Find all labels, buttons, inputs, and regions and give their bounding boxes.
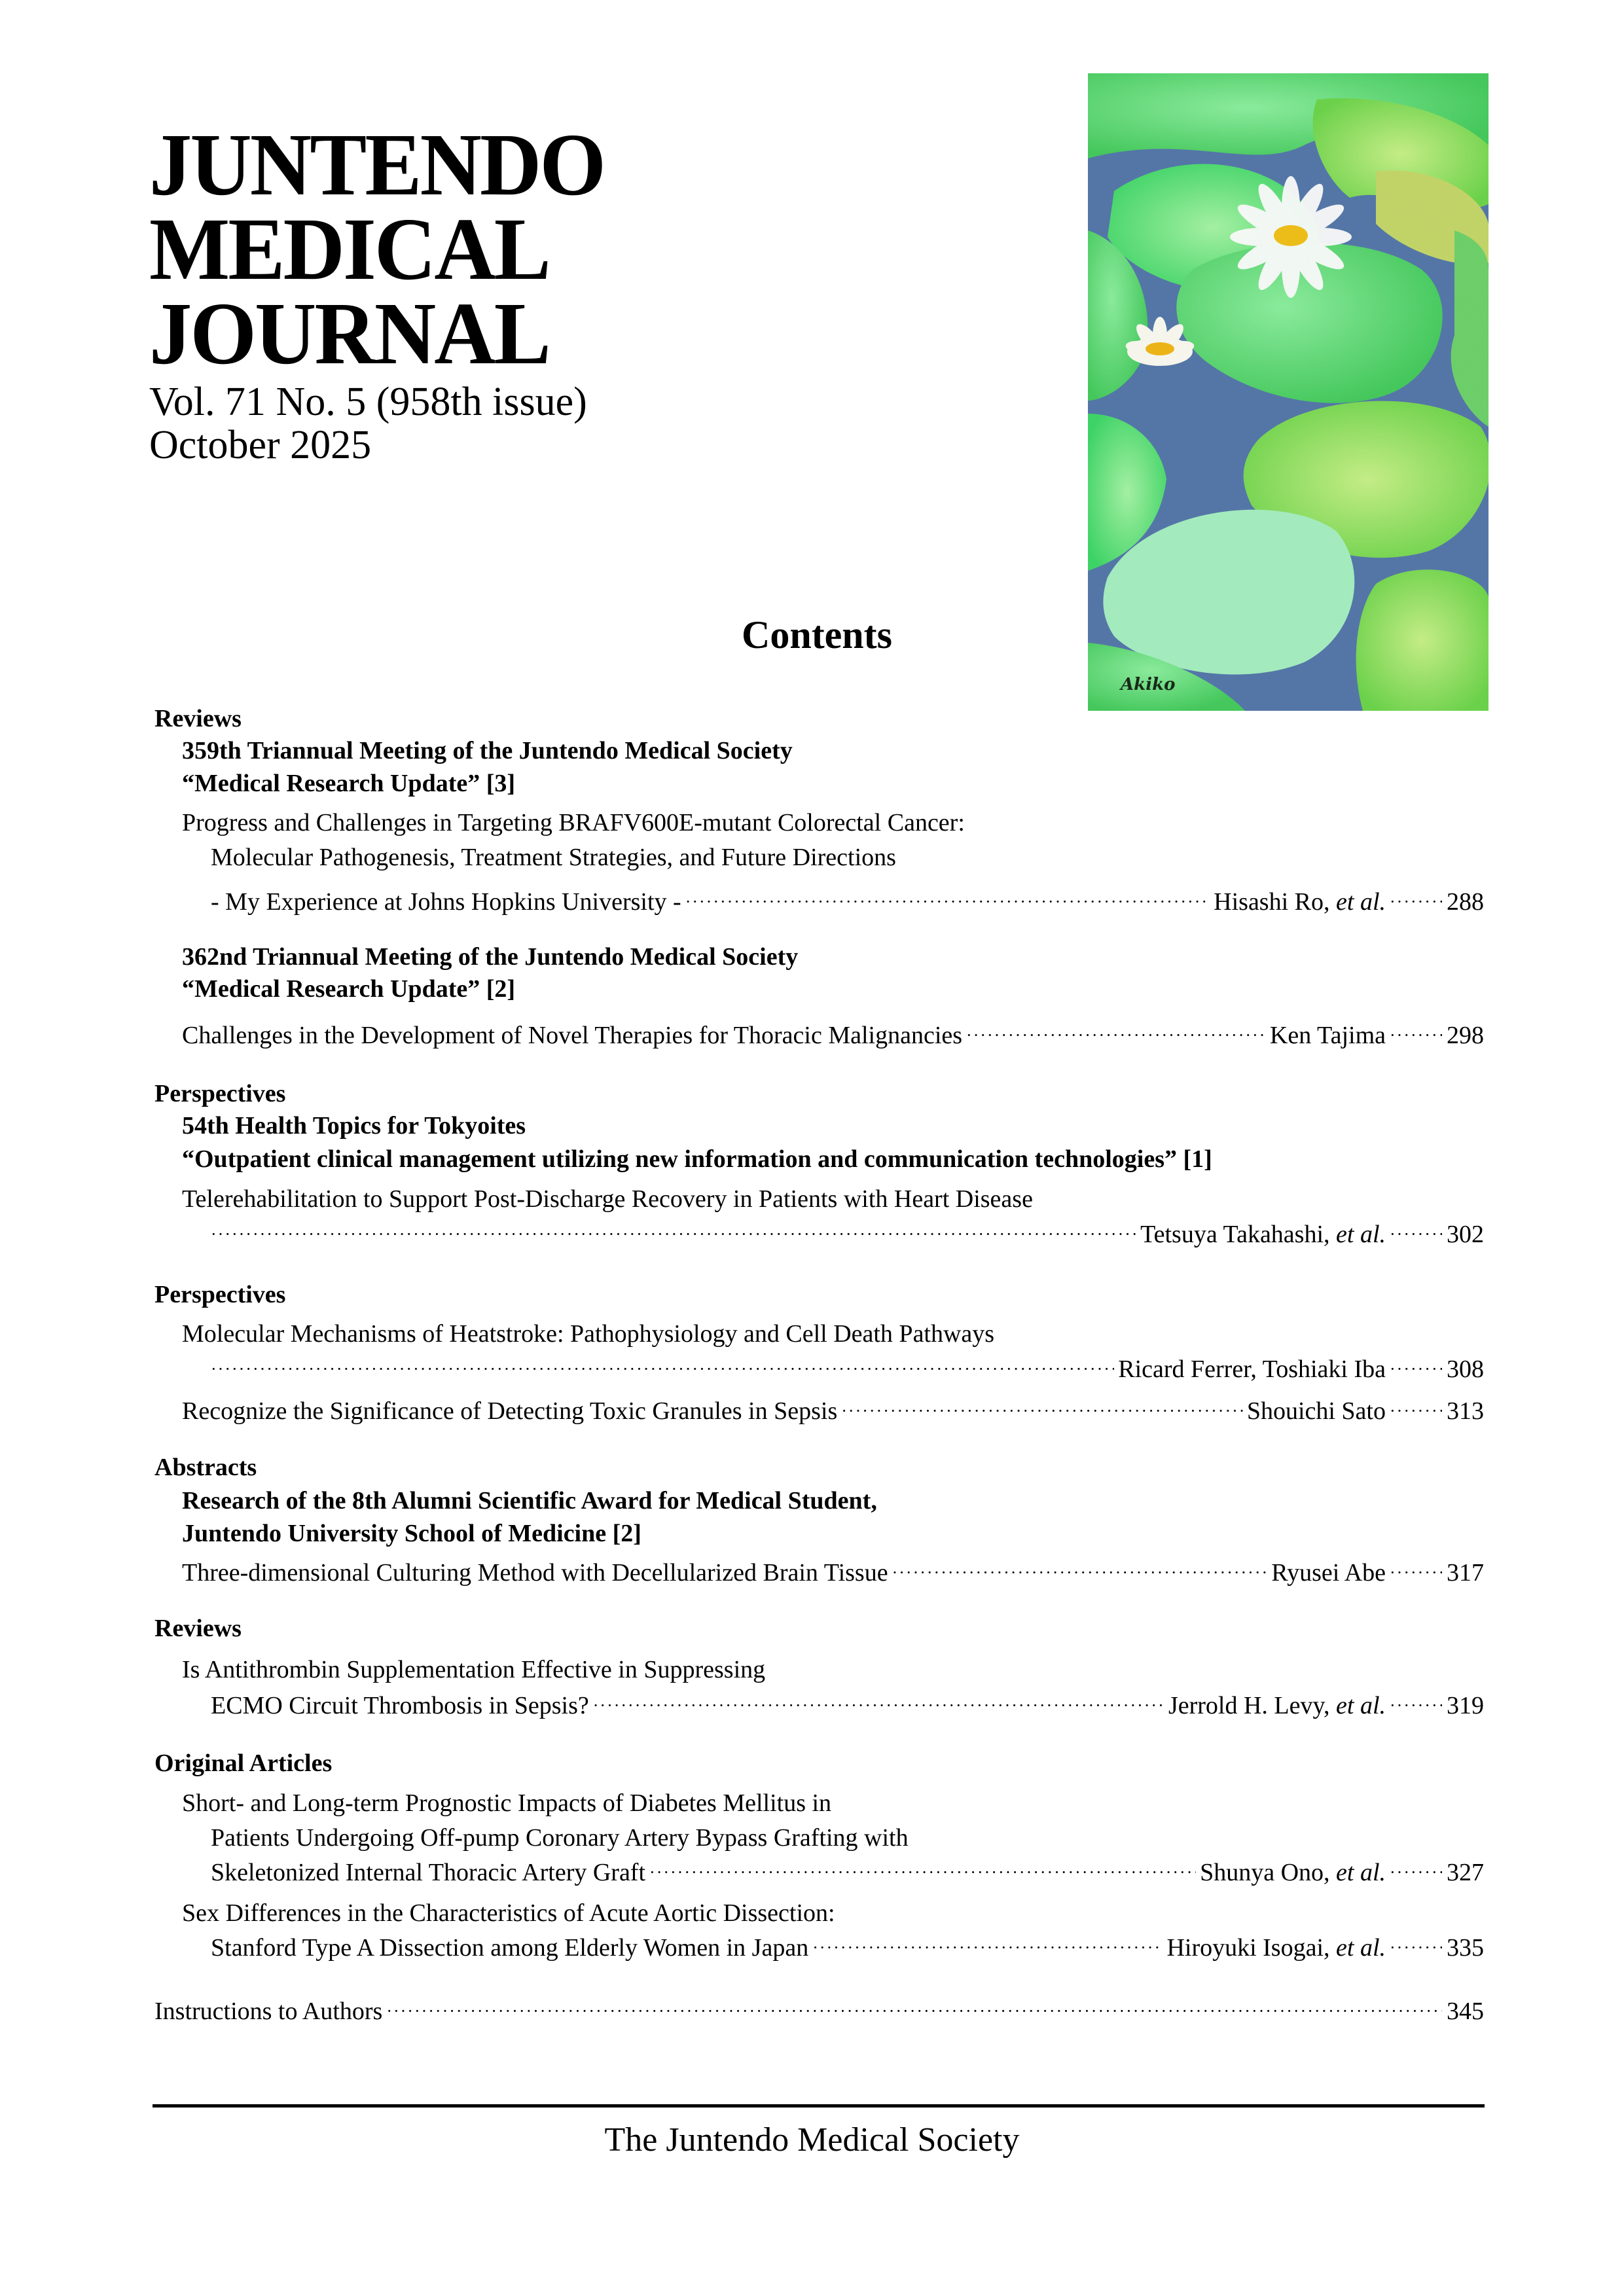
leader-dots [812,1931,1163,1965]
toc-entry-327[interactable] [211,1856,1484,1890]
contents-heading: Contents [742,613,893,656]
page-number: 327 [1447,1859,1484,1886]
cover-illustration-water-lilies [1088,73,1489,711]
leader-dots [1390,1689,1442,1723]
article-author: Shunya Ono, et al. [1200,1859,1386,1886]
volume-issue: Vol. 71 No. 5 (958th issue) [149,380,587,424]
leader-dots [841,1394,1243,1428]
page-number: 298 [1447,1022,1484,1049]
article-title-line: Recognize the Significance of Detecting Toxic Granules in Sepsis [182,1397,838,1425]
leader-dots [1390,885,1442,919]
article-title-line: Patients Undergoing Off-pump Coronary Artery Bypass Grafting with [211,1824,909,1852]
article-author: Shouichi Sato [1246,1397,1386,1425]
article-title-line: Sex Differences in the Characteristics of Acute Aortic Dissection: [182,1899,835,1927]
journal-title-line-1: JUNTENDO [149,116,605,214]
toc-entry-335[interactable] [211,1931,1484,1965]
footer-divider [153,2104,1485,2108]
article-title-line: Progress and Challenges in Targeting BRAFV600E-mutant Colorectal Cancer: [182,809,965,836]
page-number: 308 [1447,1355,1484,1383]
series-title: 359th Triannual Meeting of the Juntendo Medical Society [182,737,793,764]
article-title-line: Telerehabilitation to Support Post-Discharge Recovery in Patients with Heart Disease [182,1185,1033,1213]
toc-entry-317[interactable] [182,1556,1484,1590]
article-title-line: Three-dimensional Culturing Method with Decellularized Brain Tissue [182,1559,888,1587]
article-title-line: ECMO Circuit Thrombosis in Sepsis? [211,1692,589,1719]
article-title-line: Stanford Type A Dissection among Elderly Women in Japan [211,1934,809,1962]
article-author: Hiroyuki Isogai, et al. [1166,1934,1386,1962]
page-number: 313 [1447,1397,1484,1425]
series-subtitle: “Medical Research Update” [3] [182,770,516,797]
leader-dots [593,1689,1164,1723]
series-subtitle: Juntendo University School of Medicine [2] [182,1520,641,1547]
page-number: 345 [1447,1998,1484,2025]
article-author: Ken Tajima [1269,1022,1386,1049]
series-title: 54th Health Topics for Tokyoites [182,1112,526,1139]
series-subtitle: “Outpatient clinical management utilizing new information and communication technologies” [1] [182,1145,1212,1173]
section-label-reviews: Reviews [154,705,242,732]
leader-dots [649,1856,1196,1890]
article-title-line: - My Experience at Johns Hopkins University - [211,888,681,916]
leader-dots [1390,1018,1442,1052]
section-label-abstracts: Abstracts [154,1454,257,1481]
leader-dots [386,1994,1442,2028]
leader-dots [685,885,1210,919]
instructions-label: Instructions to Authors [154,1998,383,2025]
leader-dots [892,1556,1268,1590]
masthead [149,116,623,467]
section-label-original-articles: Original Articles [154,1749,333,1777]
series-title: Research of the 8th Alumni Scientific Award for Medical Student, [182,1487,877,1515]
toc-entry-302[interactable] [211,1217,1484,1251]
toc-entry-instructions-to-authors[interactable] [154,1994,1484,2028]
artist-signature: Akiko [1121,675,1176,694]
article-author: Hisashi Ro, et al. [1214,888,1386,916]
series-title: 362nd Triannual Meeting of the Juntendo Medical Society [182,943,799,971]
toc-entry-288[interactable] [211,885,1484,919]
page-number: 302 [1447,1221,1484,1248]
toc-entry-313[interactable] [182,1394,1484,1428]
publisher-name: The Juntendo Medical Society [604,2121,1020,2159]
article-author: Tetsuya Takahashi, et al. [1140,1221,1386,1248]
article-author: Jerrold H. Levy, et al. [1168,1692,1386,1719]
section-label-perspectives: Perspectives [154,1281,286,1308]
section-label-reviews: Reviews [154,1615,242,1642]
issue-date: October 2025 [149,423,372,467]
toc-entry-308[interactable] [211,1352,1484,1386]
toc-entry-319[interactable] [211,1689,1484,1723]
article-title-line: Short- and Long-term Prognostic Impacts of Diabetes Mellitus in [182,1789,832,1817]
leader-dots [966,1018,1266,1052]
article-title-line: Molecular Mechanisms of Heatstroke: Pathophysiology and Cell Death Pathways [182,1320,995,1348]
leader-dots [1390,1352,1442,1386]
series-subtitle: “Medical Research Update” [2] [182,975,516,1003]
section-label-perspectives: Perspectives [154,1080,286,1107]
page-number: 319 [1447,1692,1484,1719]
leader-dots [1390,1931,1442,1965]
article-title-line: Skeletonized Internal Thoracic Artery Graft [211,1859,646,1886]
article-title-line: Molecular Pathogenesis, Treatment Strategies, and Future Directions [211,844,896,871]
leader-dots [1390,1217,1442,1251]
leader-dots [1390,1556,1442,1590]
leader-dots [1390,1856,1442,1890]
page-number: 288 [1447,888,1484,916]
page-number: 335 [1447,1934,1484,1962]
leader-dots [211,1217,1136,1251]
journal-title-line-2: MEDICAL [149,200,549,298]
toc-entry-298[interactable] [182,1018,1484,1052]
article-title-line: Is Antithrombin Supplementation Effective in Suppressing [182,1656,766,1683]
article-author: Ricard Ferrer, Toshiaki Iba [1118,1355,1386,1383]
page-number: 317 [1447,1559,1484,1587]
journal-title-line-3: JOURNAL [149,285,549,383]
article-author: Ryusei Abe [1271,1559,1386,1587]
leader-dots [211,1352,1114,1386]
article-title-line: Challenges in the Development of Novel Therapies for Thoracic Malignancies [182,1022,963,1049]
leader-dots [1390,1394,1442,1428]
